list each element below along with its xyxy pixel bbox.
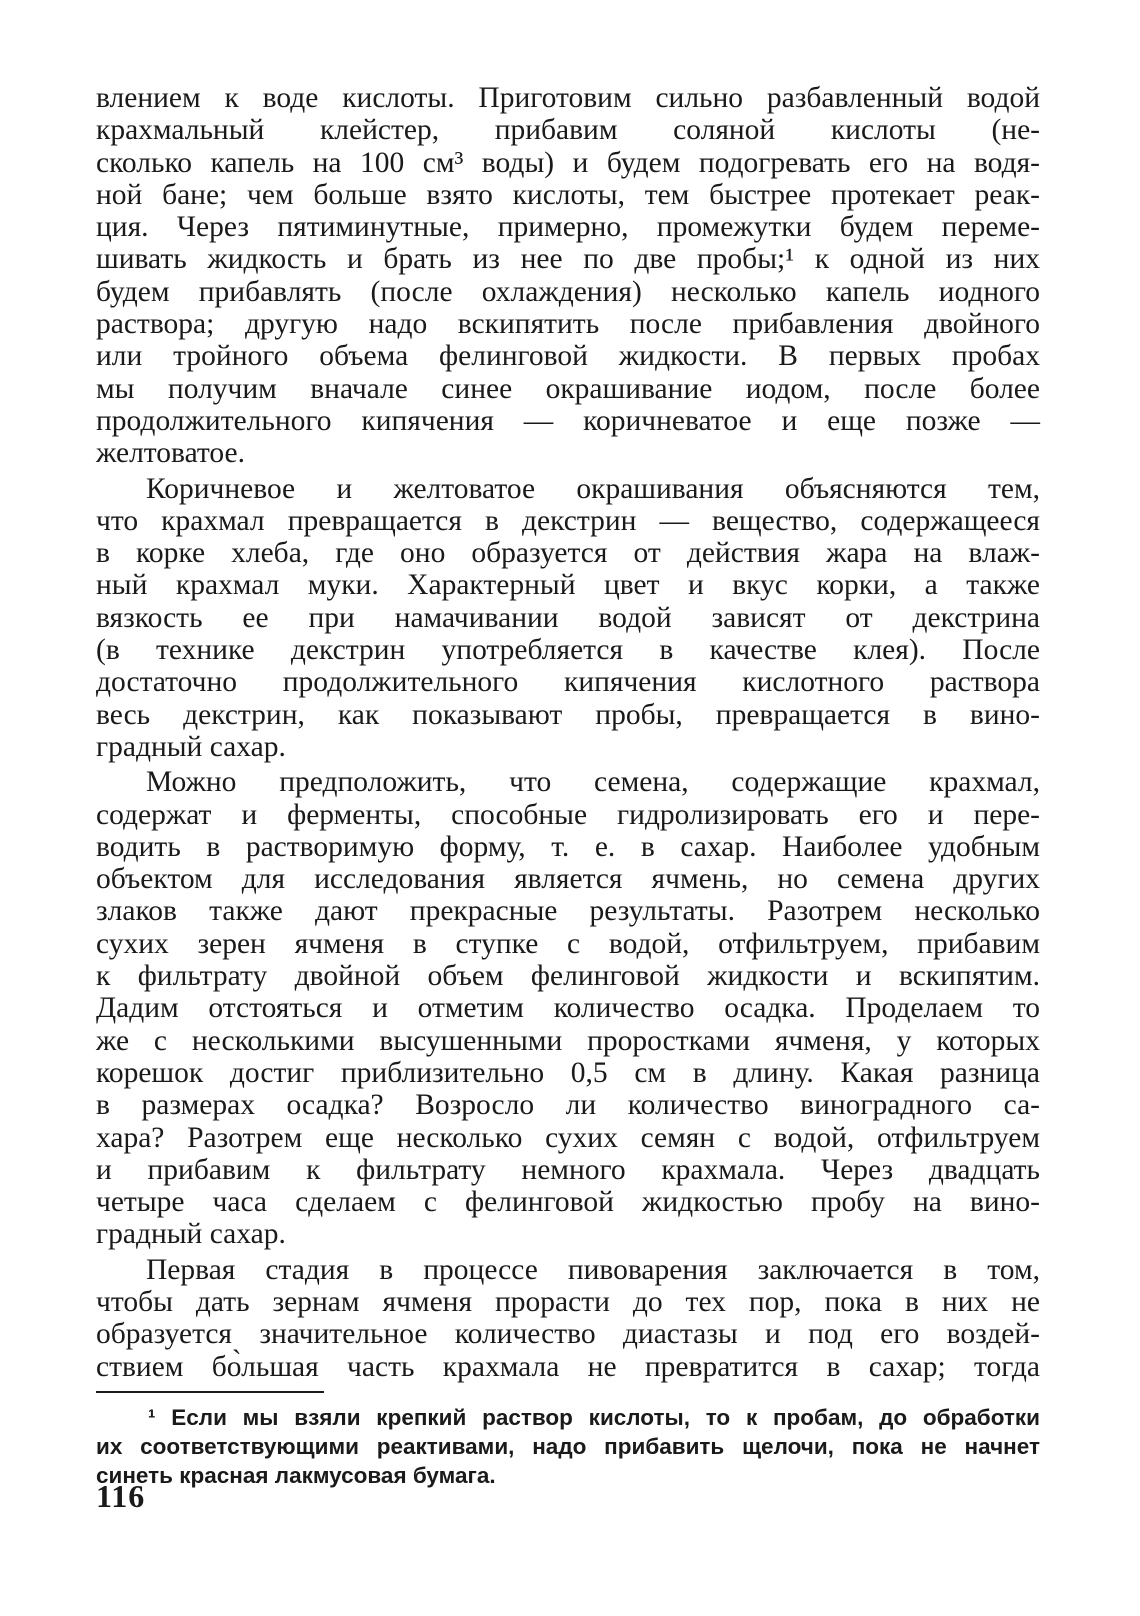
text-line: злаков также дают прекрасные результаты. Разотрем несколько [96, 895, 1040, 928]
text-line: ция. Через пятиминутные, примерно, промежутки будем переме- [96, 211, 1040, 244]
text-line: мы получим вначале синее окрашивание иодом, после более [96, 372, 1040, 405]
text-line: Можно предположить, что семена, содержащие крахмал, [146, 766, 1040, 799]
text-line: (в технике декстрин употребляется в качестве клея). После [96, 634, 1040, 667]
text-line: будем прибавлять (после охлаждения) несколько капель иодного [96, 275, 1040, 308]
page-body [96, 82, 1040, 1490]
text-line: градный сахар. [96, 1218, 286, 1251]
text-line: шивать жидкость и брать из нее по две пробы;¹ к одной из них [96, 243, 1040, 276]
text-line: ный крахмал муки. Характерный цвет и вкус корки, а также [96, 569, 1040, 602]
text-line: или тройного объема фелинговой жидкости. В первых пробах [96, 340, 1040, 373]
main-text [96, 82, 1040, 1383]
paragraph [96, 82, 1040, 470]
text-line: раствора; другую надо вскипятить после прибавления двойного [96, 308, 1040, 341]
text-line: что крахмал превращается в декстрин — вещество, содержащееся [96, 504, 1040, 537]
text-line: крахмальный клейстер, прибавим соляной кислоты (не- [96, 114, 1040, 147]
text-line: чтобы дать зернам ячменя прорасти до тех пор, пока в них не [96, 1285, 1040, 1318]
text-line: образуется значительное количество диастазы и под его воздей- [96, 1318, 1040, 1351]
text-line: объектом для исследования является ячмень, но семена других [96, 863, 1040, 896]
footnote-line: их соответствующими реактивами, надо прибавить щелочи, пока не начнет [96, 1433, 1040, 1459]
paragraph [96, 766, 1040, 1250]
page-number: 116 [96, 1478, 146, 1514]
text-line: содержат и ферменты, способные гидролизировать его и пере- [96, 798, 1040, 831]
text-line: в корке хлеба, где оно образуется от действия жара на влаж- [96, 537, 1040, 570]
text-line: Коричневое и желтоватое окрашивания объясняются тем, [146, 472, 1040, 505]
text-line: хара? Разотрем еще несколько сухих семян с водой, отфильтруем [96, 1121, 1040, 1154]
paragraph [96, 1254, 1040, 1383]
text-line: в размерах осадка? Возросло ли количество виноградного са- [96, 1089, 1040, 1122]
text-line: градный сахар. [96, 730, 286, 763]
text-line: корешок достиг приблизительно 0,5 см в длину. Какая разница [96, 1056, 1040, 1089]
text-line: весь декстрин, как показывают пробы, превращается в вино- [96, 698, 1040, 731]
text-line: продолжительного кипячения — коричневатое и еще позже — [96, 404, 1040, 437]
text-line: желтоватое. [96, 437, 246, 470]
text-line: к фильтрату двойной объем фелинговой жидкости и вскипятим. [96, 960, 1040, 993]
footnote-line: ¹ Если мы взяли крепкий раствор кислоты, то к пробам, до обработки [148, 1404, 1040, 1430]
text-line: Первая стадия в процессе пивоварения заключается в том, [146, 1253, 1040, 1286]
text-line: сколько капель на 100 см³ воды) и будем подогревать его на водя- [96, 146, 1040, 179]
text-line: достаточно продолжительного кипячения кислотного раствора [96, 666, 1040, 699]
text-line: вязкость ее при намачивании водой зависят от декстрина [96, 601, 1040, 634]
footnote-divider [96, 1391, 324, 1393]
text-line: Дадим отстояться и отметим количество осадка. Проделаем то [96, 992, 1040, 1025]
text-line: четыре часа сделаем с фелинговой жидкостью пробу на вино- [96, 1186, 1040, 1219]
text-line: водить в растворимую форму, т. е. в сахар. Наиболее удобным [96, 830, 1040, 863]
footnote [96, 1403, 1040, 1490]
paragraph [96, 473, 1040, 764]
footnote-line: синеть красная лакмусовая бумага. [96, 1462, 496, 1488]
text-line: ствием бо̀льшая часть крахмала не превратится в сахар; тогда [96, 1350, 1040, 1383]
text-line: сухих зерен ячменя в ступке с водой, отфильтруем, прибавим [96, 927, 1040, 960]
text-line: и прибавим к фильтрату немного крахмала. Через двадцать [96, 1153, 1040, 1186]
text-line: же с несколькими высушенными проростками ячменя, у которых [96, 1024, 1040, 1057]
text-line: ной бане; чем больше взято кислоты, тем быстрее протекает реак- [96, 178, 1040, 211]
text-line: влением к воде кислоты. Приготовим сильно разбавленный водой [96, 82, 1040, 114]
